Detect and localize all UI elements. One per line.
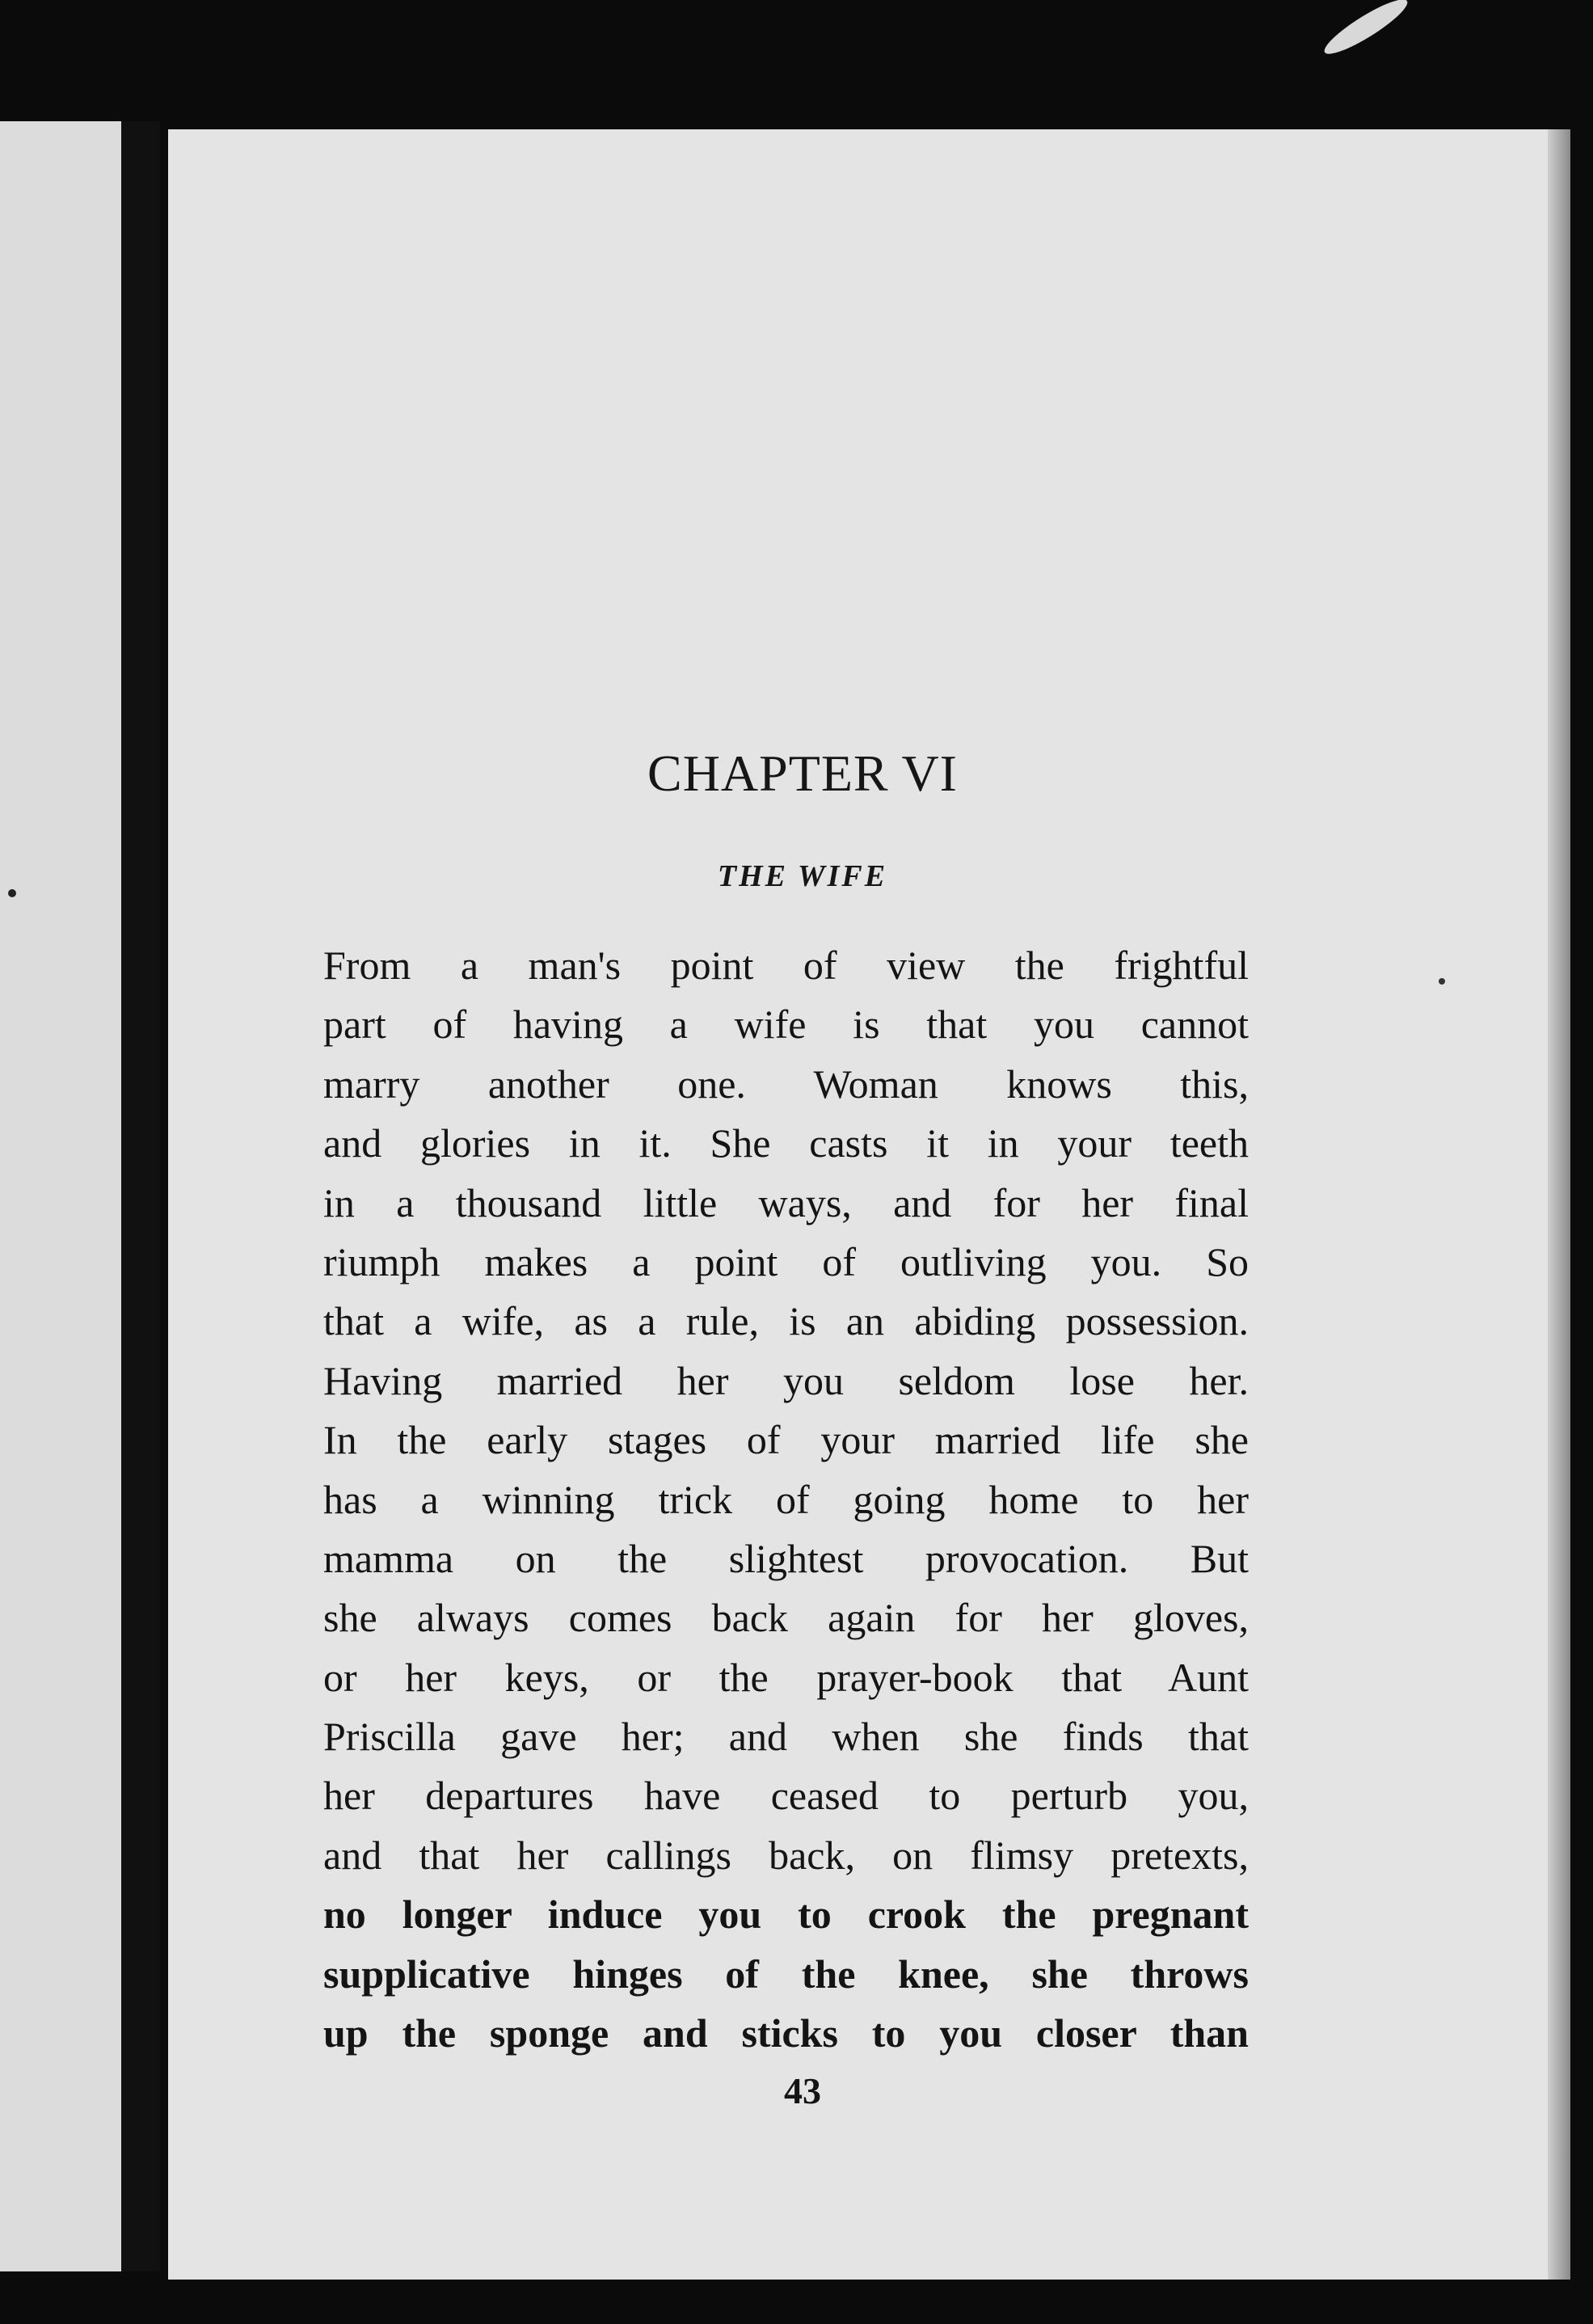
text-line: and glories in it. She casts it in your teeth <box>323 1120 1249 1166</box>
text-line: or her keys, or the prayer-book that Aunt <box>323 1654 1249 1700</box>
page-speck <box>1439 978 1445 985</box>
page-speck <box>8 889 16 897</box>
previous-page-edge <box>0 121 121 2271</box>
text-line: that a wife, as a rule, is an abiding possession. <box>323 1298 1249 1344</box>
text-line: Having married her you seldom lose her. <box>323 1357 1249 1403</box>
chapter-title: THE WIFE <box>717 859 888 893</box>
text-line: in a thousand little ways, and for her final <box>323 1179 1249 1225</box>
chapter-body-text <box>323 936 1249 2063</box>
book-gutter <box>121 121 160 2271</box>
page-edge-shadow <box>1548 129 1570 2280</box>
text-line: supplicative hinges of the knee, she throws <box>323 1951 1249 1997</box>
text-line: up the sponge and sticks to you closer than <box>323 2010 1249 2056</box>
text-line: part of having a wife is that you cannot <box>323 1002 1249 1048</box>
text-line: mamma on the slightest provocation. But <box>323 1535 1249 1581</box>
scan-glare-mark <box>1319 0 1413 61</box>
text-line: has a winning trick of going home to her <box>323 1476 1249 1522</box>
text-line: In the early stages of your married life she <box>323 1417 1249 1463</box>
text-line: she always comes back again for her gloves, <box>323 1595 1249 1641</box>
text-line: Priscilla gave her; and when she finds that <box>323 1714 1249 1760</box>
text-line: and that her callings back, on flimsy pretexts, <box>323 1832 1249 1878</box>
text-line: From a man's point of view the frightful <box>323 943 1249 988</box>
text-line: marry another one. Woman knows this, <box>323 1061 1249 1107</box>
text-line: no longer induce you to crook the pregnant <box>323 1892 1249 1938</box>
page-number: 43 <box>784 2070 821 2111</box>
text-line: her departures have ceased to perturb you, <box>323 1773 1249 1819</box>
chapter-heading: CHAPTER VI <box>647 744 958 802</box>
text-line: riumph makes a point of outliving you. So <box>323 1238 1249 1284</box>
